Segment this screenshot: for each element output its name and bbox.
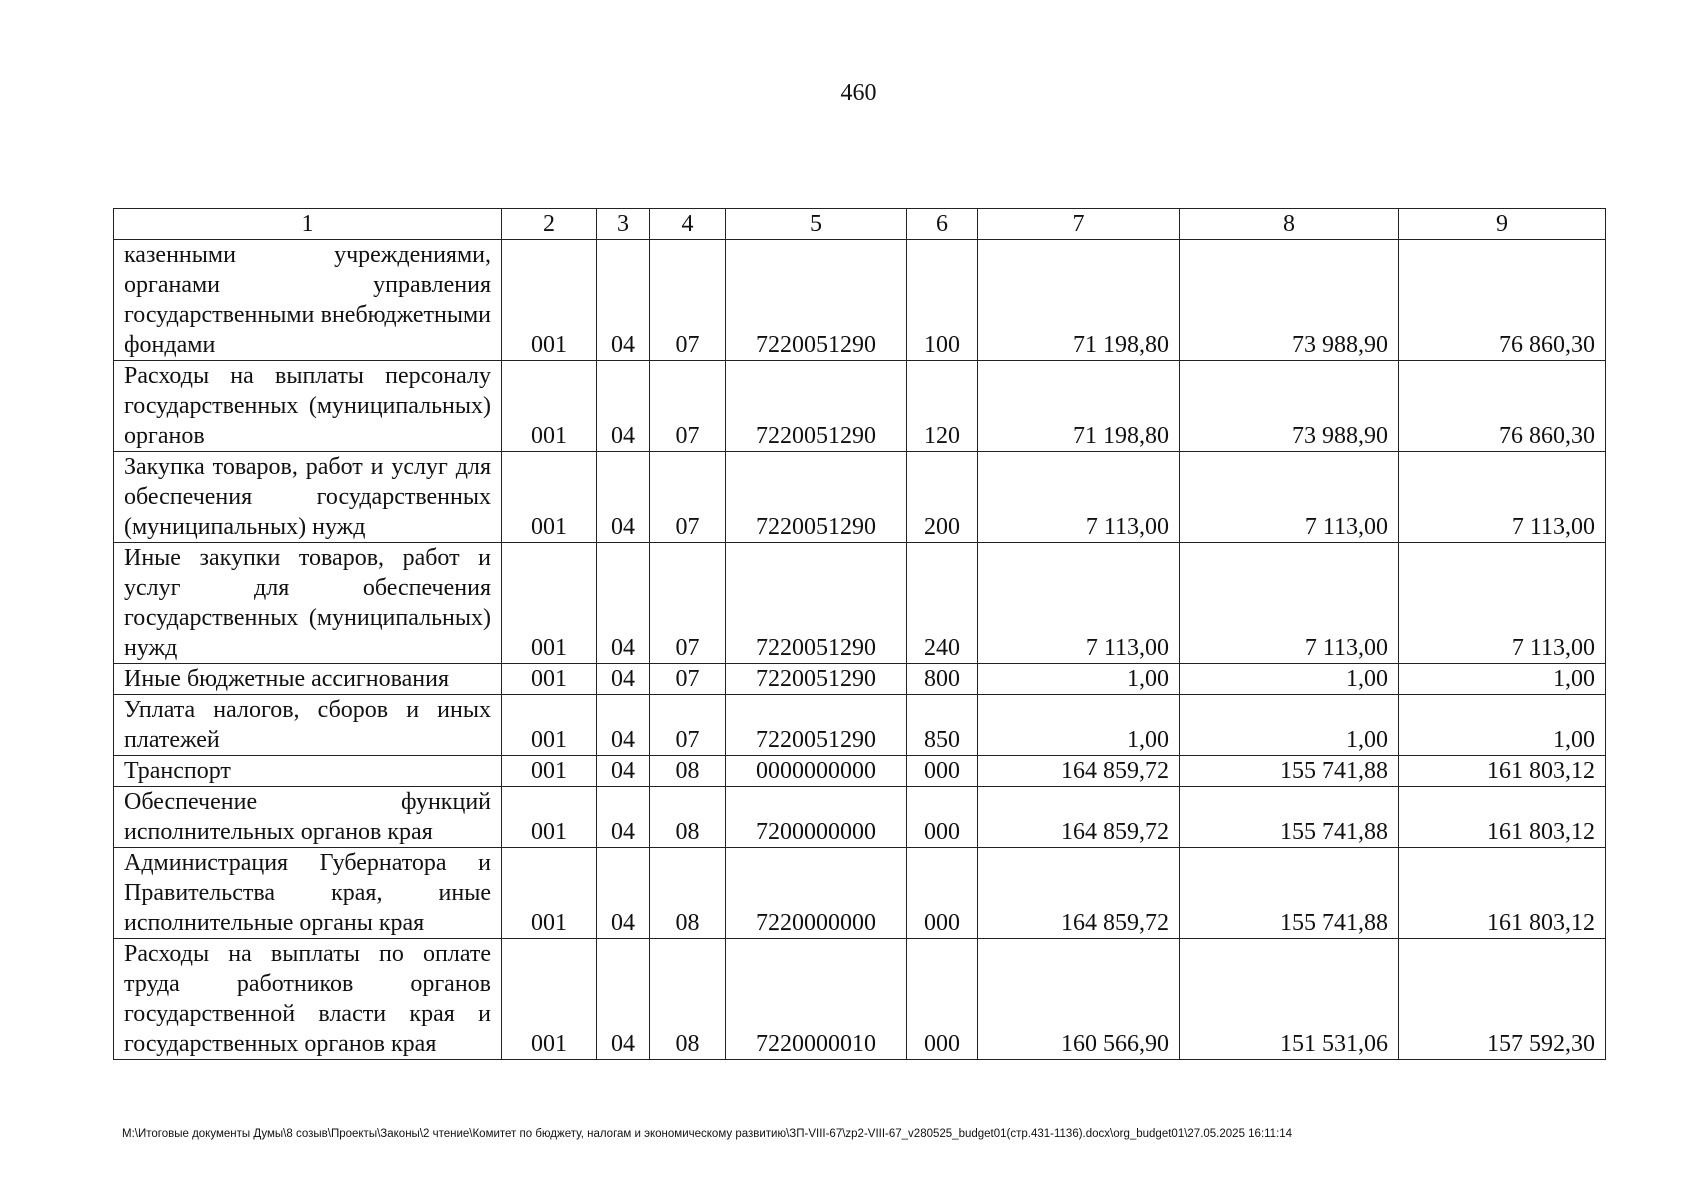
amount-year-2: 155 741,88 (1180, 787, 1399, 848)
admin-code: 001 (502, 361, 597, 452)
admin-code: 001 (502, 664, 597, 695)
target-article-code: 7220051290 (726, 695, 907, 756)
amount-year-3: 161 803,12 (1399, 756, 1606, 787)
section-code: 04 (597, 361, 650, 452)
target-article-code: 0000000000 (726, 756, 907, 787)
header-row (114, 209, 1606, 240)
section-code: 04 (597, 756, 650, 787)
row-description: Обеспечение функций исполнительных органов края (114, 787, 502, 848)
page-number: 460 (840, 80, 877, 106)
expense-type-code: 800 (907, 664, 978, 695)
subsection-code: 07 (650, 361, 726, 452)
row-description: Расходы на выплаты по оплате труда работников органов государственной власти края и государственных органов края (114, 939, 502, 1060)
amount-year-2: 155 741,88 (1180, 756, 1399, 787)
amount-year-1: 71 198,80 (978, 361, 1180, 452)
amount-year-2: 7 113,00 (1180, 452, 1399, 543)
amount-year-1: 1,00 (978, 664, 1180, 695)
amount-year-1: 160 566,90 (978, 939, 1180, 1060)
expense-type-code: 000 (907, 939, 978, 1060)
column-header: 3 (597, 209, 650, 240)
target-article-code: 7220051290 (726, 361, 907, 452)
expense-type-code: 120 (907, 361, 978, 452)
amount-year-2: 151 531,06 (1180, 939, 1399, 1060)
amount-year-2: 73 988,90 (1180, 361, 1399, 452)
row-description: Иные бюджетные ассигнования (114, 664, 502, 695)
subsection-code: 07 (650, 695, 726, 756)
target-article-code: 7220051290 (726, 452, 907, 543)
admin-code: 001 (502, 939, 597, 1060)
amount-year-1: 71 198,80 (978, 240, 1180, 361)
section-code: 04 (597, 664, 650, 695)
row-description: Расходы на выплаты персоналу государственных (муниципальных) органов (114, 361, 502, 452)
amount-year-3: 161 803,12 (1399, 848, 1606, 939)
target-article-code: 7220051290 (726, 240, 907, 361)
admin-code: 001 (502, 452, 597, 543)
amount-year-3: 7 113,00 (1399, 452, 1606, 543)
table-row (114, 787, 1606, 848)
target-article-code: 7220000010 (726, 939, 907, 1060)
amount-year-3: 76 860,30 (1399, 361, 1606, 452)
admin-code: 001 (502, 848, 597, 939)
expense-type-code: 000 (907, 848, 978, 939)
section-code: 04 (597, 695, 650, 756)
admin-code: 001 (502, 695, 597, 756)
admin-code: 001 (502, 756, 597, 787)
column-header: 2 (502, 209, 597, 240)
budget-table (113, 208, 1606, 1060)
column-header: 1 (114, 209, 502, 240)
admin-code: 001 (502, 240, 597, 361)
row-description: Администрация Губернатора и Правительства края, иные исполнительные органы края (114, 848, 502, 939)
subsection-code: 07 (650, 543, 726, 664)
amount-year-3: 161 803,12 (1399, 787, 1606, 848)
table-body (114, 240, 1606, 1060)
column-header: 9 (1399, 209, 1606, 240)
subsection-code: 08 (650, 939, 726, 1060)
expense-type-code: 000 (907, 756, 978, 787)
subsection-code: 07 (650, 240, 726, 361)
table-row (114, 240, 1606, 361)
subsection-code: 08 (650, 848, 726, 939)
table-row (114, 848, 1606, 939)
subsection-code: 07 (650, 452, 726, 543)
row-description: казенными учреждениями, органами управления государственными внебюджетными фондами (114, 240, 502, 361)
column-header: 8 (1180, 209, 1399, 240)
section-code: 04 (597, 543, 650, 664)
file-path-footer: M:\Итоговые документы Думы\8 созыв\Проекты\Законы\2 чтение\Комитет по бюджету, налогам и экономическому развитию\ЗП-VIII-67\zp2-VIII-67_v280525_budget01(стр.431-1136).docx\org_budget01\27.05.2025 16:11:14 (122, 1128, 1293, 1140)
section-code: 04 (597, 787, 650, 848)
column-header: 4 (650, 209, 726, 240)
section-code: 04 (597, 848, 650, 939)
row-description: Закупка товаров, работ и услуг для обеспечения государственных (муниципальных) нужд (114, 452, 502, 543)
subsection-code: 08 (650, 756, 726, 787)
amount-year-3: 76 860,30 (1399, 240, 1606, 361)
row-description: Транспорт (114, 756, 502, 787)
amount-year-2: 73 988,90 (1180, 240, 1399, 361)
target-article-code: 7220051290 (726, 543, 907, 664)
table-row (114, 756, 1606, 787)
expense-type-code: 200 (907, 452, 978, 543)
table-row (114, 939, 1606, 1060)
expense-type-code: 850 (907, 695, 978, 756)
target-article-code: 7220000000 (726, 848, 907, 939)
section-code: 04 (597, 939, 650, 1060)
expense-type-code: 000 (907, 787, 978, 848)
amount-year-3: 1,00 (1399, 664, 1606, 695)
amount-year-2: 155 741,88 (1180, 848, 1399, 939)
amount-year-2: 1,00 (1180, 695, 1399, 756)
table-row (114, 664, 1606, 695)
target-article-code: 7220051290 (726, 664, 907, 695)
expense-type-code: 100 (907, 240, 978, 361)
table-row (114, 361, 1606, 452)
section-code: 04 (597, 452, 650, 543)
row-description: Уплата налогов, сборов и иных платежей (114, 695, 502, 756)
amount-year-1: 164 859,72 (978, 787, 1180, 848)
amount-year-1: 7 113,00 (978, 452, 1180, 543)
amount-year-3: 157 592,30 (1399, 939, 1606, 1060)
amount-year-1: 7 113,00 (978, 543, 1180, 664)
column-header: 7 (978, 209, 1180, 240)
expense-type-code: 240 (907, 543, 978, 664)
row-description: Иные закупки товаров, работ и услуг для обеспечения государственных (муниципальных) нужд (114, 543, 502, 664)
table-row (114, 452, 1606, 543)
section-code: 04 (597, 240, 650, 361)
amount-year-2: 1,00 (1180, 664, 1399, 695)
admin-code: 001 (502, 787, 597, 848)
table-row (114, 543, 1606, 664)
amount-year-2: 7 113,00 (1180, 543, 1399, 664)
target-article-code: 7200000000 (726, 787, 907, 848)
amount-year-1: 1,00 (978, 695, 1180, 756)
amount-year-1: 164 859,72 (978, 756, 1180, 787)
amount-year-1: 164 859,72 (978, 848, 1180, 939)
amount-year-3: 7 113,00 (1399, 543, 1606, 664)
subsection-code: 07 (650, 664, 726, 695)
table-row (114, 695, 1606, 756)
amount-year-3: 1,00 (1399, 695, 1606, 756)
column-header: 5 (726, 209, 907, 240)
column-header: 6 (907, 209, 978, 240)
admin-code: 001 (502, 543, 597, 664)
subsection-code: 08 (650, 787, 726, 848)
